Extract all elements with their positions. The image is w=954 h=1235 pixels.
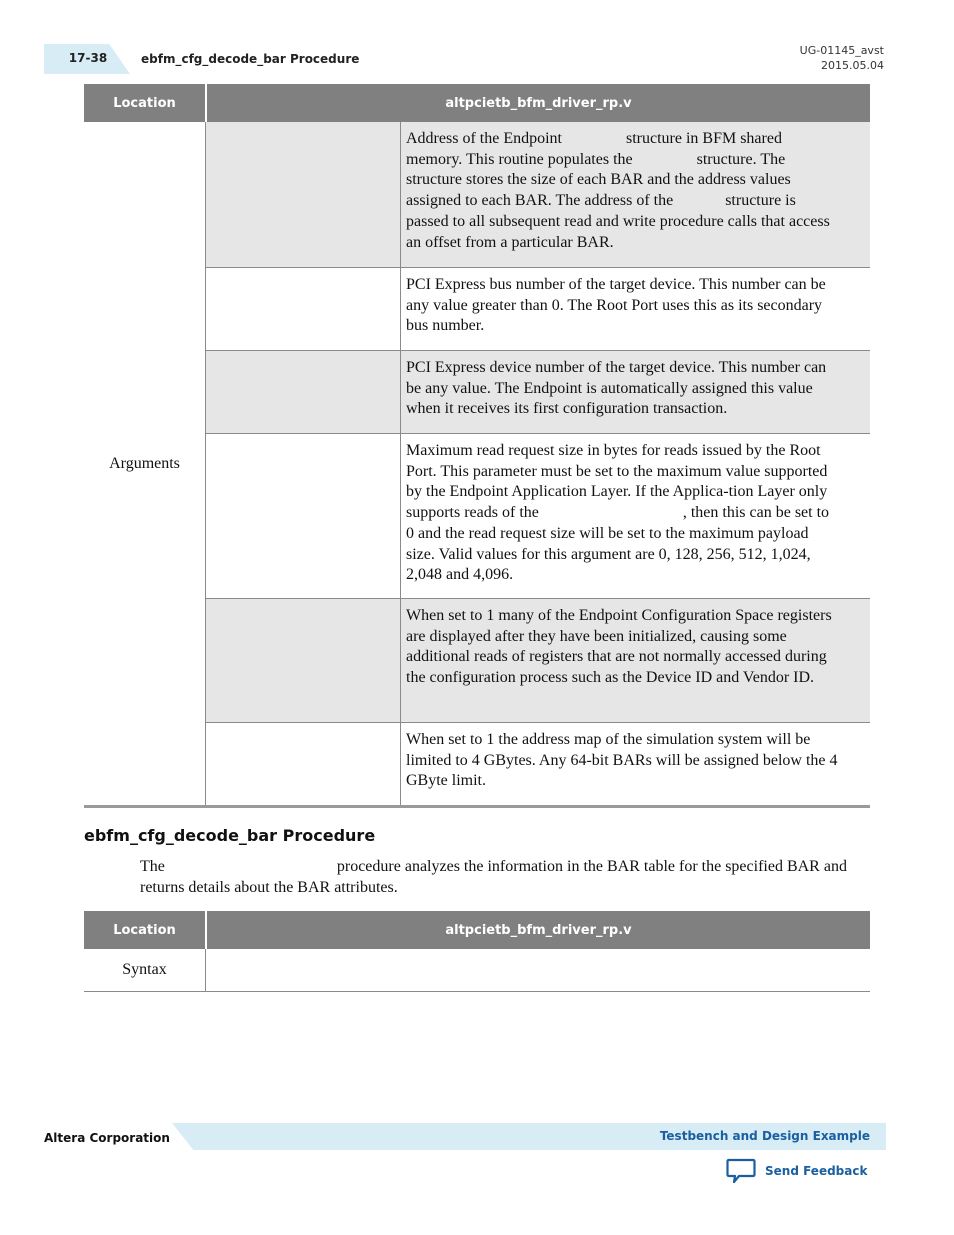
table-row bbox=[206, 351, 870, 434]
arguments-label: Arguments bbox=[84, 122, 206, 805]
argument-name-cell bbox=[206, 122, 401, 267]
document-date: 2015.05.04 bbox=[821, 59, 884, 72]
header-file: altpcietb_bfm_driver_rp.v bbox=[445, 95, 632, 111]
send-feedback-button[interactable] bbox=[726, 1158, 867, 1184]
table-header bbox=[84, 84, 870, 122]
argument-description: When set to 1 many of the Endpoint Configuration Space registers are displayed after they have been initialized, causing some additional reads of registers that are not normally accessed during the configuration process such as the Device ID and Vendor ID. bbox=[406, 607, 832, 687]
header-location: Location bbox=[113, 95, 176, 111]
syntax-value-cell bbox=[206, 949, 870, 991]
speech-bubble-icon bbox=[726, 1158, 756, 1184]
argument-name-cell bbox=[206, 723, 401, 805]
table-row bbox=[206, 434, 870, 599]
company-name: Altera Corporation bbox=[44, 1131, 170, 1145]
arguments-block bbox=[84, 122, 870, 808]
document-meta bbox=[800, 43, 884, 73]
argument-description: When set to 1 the address map of the simulation system will be limited to 4 GBytes. Any 64-bit BARs will be assigned below the 4 GByte limit. bbox=[406, 731, 838, 790]
section-body bbox=[140, 857, 860, 898]
running-title: ebfm_cfg_decode_bar Procedure bbox=[141, 52, 360, 66]
header-file: altpcietb_bfm_driver_rp.v bbox=[445, 922, 632, 938]
table-row bbox=[206, 268, 870, 351]
argument-description: Address of the Endpoint structure in BFM shared memory. This routine populates the structure. The structure stores the size of each BAR and the address values assigned to each BAR. The address of the structure is passed to all subsequent read and write procedure calls that access an offset from a particular BAR. bbox=[406, 130, 850, 251]
argument-name-cell bbox=[206, 268, 401, 350]
argument-description: PCI Express device number of the target device. This number can be any value. The Endpoint is automatically assigned this value when it receives its first configuration transaction. bbox=[406, 359, 827, 418]
argument-name-cell bbox=[206, 434, 401, 598]
argument-name-cell bbox=[206, 351, 401, 433]
syntax-label: Syntax bbox=[84, 949, 206, 991]
arguments-rows bbox=[206, 122, 870, 805]
table-row bbox=[206, 723, 870, 805]
chapter-link[interactable]: Testbench and Design Example bbox=[659, 1129, 870, 1143]
table-row bbox=[84, 949, 870, 992]
argument-name-cell bbox=[206, 599, 401, 722]
section-title: ebfm_cfg_decode_bar Procedure bbox=[84, 826, 376, 845]
send-feedback-label: Send Feedback bbox=[765, 1164, 868, 1178]
page-number: 17-38 bbox=[68, 51, 108, 65]
arguments-table bbox=[84, 84, 870, 808]
header-location: Location bbox=[113, 922, 176, 938]
document-id: UG-01145_avst bbox=[799, 44, 884, 57]
syntax-table bbox=[84, 911, 870, 992]
argument-description: Maximum read request size in bytes for reads issued by the Root Port. This parameter must be set to the maximum value supported by the Endpoint Application Layer. If the Applica-tion Layer only supports reads of the , then this can be set to 0 and the read request size will be set to the maximum payload size. Valid values for this argument are 0, 128, 256, 512, 1,024, 2,048 and 4,096. bbox=[406, 442, 834, 584]
table-row bbox=[206, 122, 870, 268]
argument-description: PCI Express bus number of the target device. This number can be any value greater than 0. The Root Port uses this as its secondary bus number. bbox=[406, 276, 826, 335]
section-body-start: The bbox=[140, 858, 165, 875]
table-header bbox=[84, 911, 870, 949]
section-body-rest: procedure analyzes the information in the BAR table for the specified BAR and returns details about the BAR attributes. bbox=[140, 858, 847, 896]
table-row bbox=[206, 599, 870, 723]
